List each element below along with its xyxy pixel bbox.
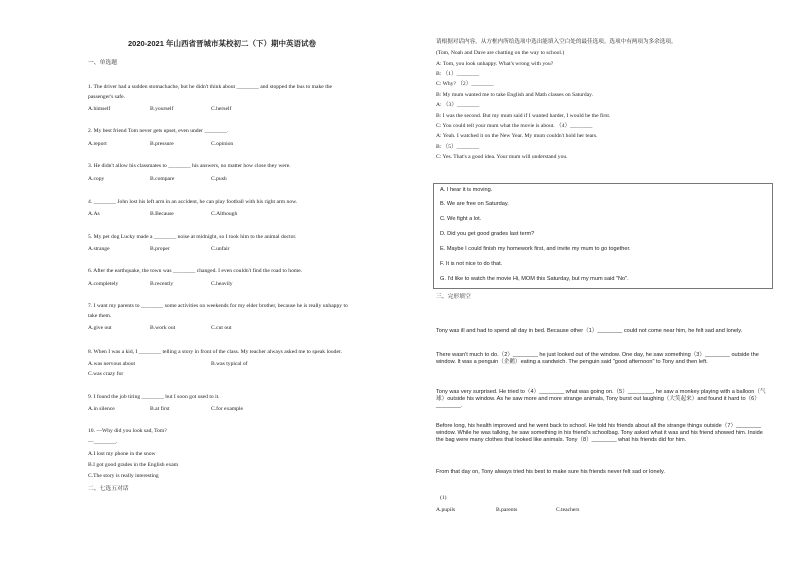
passage-paragraph: Before long, his health improved and he went back to school. He told his friends about all the strange things outside（7）________ window. While he was talking, he saw something in his friend's schoolbag. Tony asked what it was and his friend showed him. Inside the bag were many clothes that looked like animals. Tony（8）________ what his friends did for him. — [436, 423, 763, 443]
question-stem: 2. My best friend Tom never gets upset, even under ________. — [88, 128, 229, 134]
option-b[interactable]: B.parents — [496, 507, 518, 513]
option-a[interactable]: A.copy — [88, 176, 105, 182]
option-a[interactable]: A.strange — [88, 246, 110, 252]
option-b[interactable]: B.Because — [150, 211, 174, 217]
option-a[interactable]: A.report — [88, 141, 107, 147]
option-item[interactable]: E. Maybe I could finish my homework first, and invite my mum to go together. — [440, 246, 631, 252]
dialog-line: C: Yes. That's a good idea. Your mum will understand you. — [436, 154, 568, 160]
option-a[interactable]: A.completely — [88, 281, 119, 287]
question-stem-cont: take them. — [88, 313, 112, 319]
dialog-line: B: （5）________ — [436, 144, 480, 150]
option-item[interactable]: A. I hear it is moving. — [440, 187, 493, 193]
option-c[interactable]: C.was crazy for — [88, 371, 124, 377]
option-c[interactable]: C.The story is really interesting — [88, 473, 159, 479]
option-a[interactable]: A.give out — [88, 325, 112, 331]
passage-paragraph: Tony was very surprised. He tried to（4）________ what was going on.（5）________, he saw a monkey playing with a balloon（气球）outside his window. As he saw more and more strange animals, Tony burst out laughing（大笑起来）and found it hard to（6）________. — [436, 389, 766, 409]
option-b[interactable]: B.work out — [150, 325, 176, 331]
dialog-line: A: Tom, you look unhappy. What's wrong with you? — [436, 61, 554, 67]
option-c[interactable]: C.herself — [211, 106, 232, 112]
section-heading-single-choice: 一、单选题 — [88, 60, 117, 66]
option-b[interactable]: B.pressure — [150, 141, 174, 147]
cloze-question-number: (1) — [440, 495, 447, 501]
page-title: 2020-2021 年山西省晋城市某校初二（下）期中英语试卷 — [128, 39, 316, 48]
option-c[interactable]: C.teachers — [556, 507, 580, 513]
option-item[interactable]: G. I'd like to watch the movie Hi, MOM this Saturday, but my mum said "No". — [440, 276, 629, 282]
question-stem: 10. —Why did you look sad, Tom? — [88, 428, 167, 434]
option-c[interactable]: C.heavily — [211, 281, 233, 287]
question-stem: 9. I found the job tiring ________ but I soon got used to it. — [88, 394, 220, 400]
dialog-line: B: My mum wanted me to take English and Math classes on Saturday. — [436, 92, 594, 98]
option-item[interactable]: D. Did you get good grades last term? — [440, 231, 535, 237]
dialog-line: B: I was the second. But my mum said if I wanted harder, I would be the first. — [436, 113, 611, 119]
answer-dash: —________. — [88, 439, 118, 445]
option-a[interactable]: A.I lost my phone in the snow — [88, 451, 156, 457]
option-c[interactable]: C.Although — [211, 211, 238, 217]
option-c[interactable]: C.unfair — [211, 246, 230, 252]
instruction: 请根据对话内容，从方框内所给选项中选出能填入空白处的最佳选项。选项中有两项为多余选项。 — [436, 39, 677, 45]
option-b[interactable]: B.yourself — [150, 106, 174, 112]
option-b[interactable]: B.recently — [150, 281, 174, 287]
dialog-context: (Tom, Noah and Dave are chatting on the way to school.) — [436, 50, 565, 56]
question-stem: 6. After the earthquake, the town was ________ changed. I even couldn't find the road to home. — [88, 268, 303, 274]
option-b[interactable]: B.I got good grades in the English exam — [88, 462, 179, 468]
question-stem: 5. My pet dog Lucky made a ________ noise at midnight, so I took him to the animal doctor. — [88, 234, 297, 240]
option-b[interactable]: B.compare — [150, 176, 175, 182]
option-item[interactable]: B. We are free on Saturday. — [440, 201, 509, 207]
option-b[interactable]: B.proper — [150, 246, 170, 252]
option-item[interactable]: F. It is not nice to do that. — [440, 261, 503, 267]
option-a[interactable]: A.in silence — [88, 406, 115, 412]
option-a[interactable]: A.himself — [88, 106, 111, 112]
option-c[interactable]: C.for example — [211, 406, 243, 412]
dialog-line: A: Yeah. I watched it on the New Year. My mum couldn't hold her tears. — [436, 133, 598, 139]
dialog-line: A: （3）________ — [436, 102, 480, 108]
option-a[interactable]: A.pupils — [436, 507, 456, 513]
dialog-line: C: You could tell your mum what the movie is about. （4）________ — [436, 123, 593, 129]
option-a[interactable]: A.As — [88, 211, 100, 217]
option-b[interactable]: B.at first — [150, 406, 170, 412]
option-item[interactable]: C. We fight a lot. — [440, 216, 482, 222]
question-stem: 7. I want my parents to ________ some activities on weekends for my elder brother, because he is really unhappy to — [88, 303, 348, 309]
question-stem: 4. ________ John lost his left arm in an accident, he can play football with his right arm now. — [88, 199, 298, 205]
option-c[interactable]: C.opinion — [211, 141, 234, 147]
passage-paragraph: There wasn't much to do.（2）________ he just looked out of the window. One day, he saw something（3）________ outside the window. It was a penguin（企鹅）eating a sandwich. The penguin said "good afternoon" to Tony and then left. — [436, 352, 759, 365]
dialog-line: C: Why? （2）________ — [436, 81, 494, 87]
section-heading-cloze: 三、完形填空 — [436, 294, 471, 300]
question-stem-cont: passenger's safe. — [88, 94, 126, 100]
options-box — [433, 183, 773, 289]
section-heading-seven-choose-five: 二、七选五对话 — [88, 486, 129, 492]
passage-paragraph: From that day on, Tony always tried his best to make sure his friends never felt sad or lonely. — [436, 469, 665, 475]
dialog-line: B: （1）________ — [436, 71, 480, 77]
passage-paragraph: Tony was ill and had to spend all day in bed. Because other（1）________ could not come near him, he felt sad and lonely. — [436, 328, 743, 334]
option-c[interactable]: C.cut out — [211, 325, 232, 331]
question-stem: 8. When I was a kid, I ________ telling a story in front of the class. My teacher always asked me to speak louder. — [88, 349, 342, 355]
option-c[interactable]: C.push — [211, 176, 227, 182]
option-a[interactable]: A.was nervous about — [88, 361, 136, 367]
option-b[interactable]: B.was typical of — [211, 361, 248, 367]
question-stem: 3. He didn't allow his classmates to ________ his answers, no matter how close they were. — [88, 163, 291, 169]
question-stem: 1. The driver had a sudden stomachache, but he didn't think about ________ and stopped the bus to make the — [88, 84, 333, 90]
